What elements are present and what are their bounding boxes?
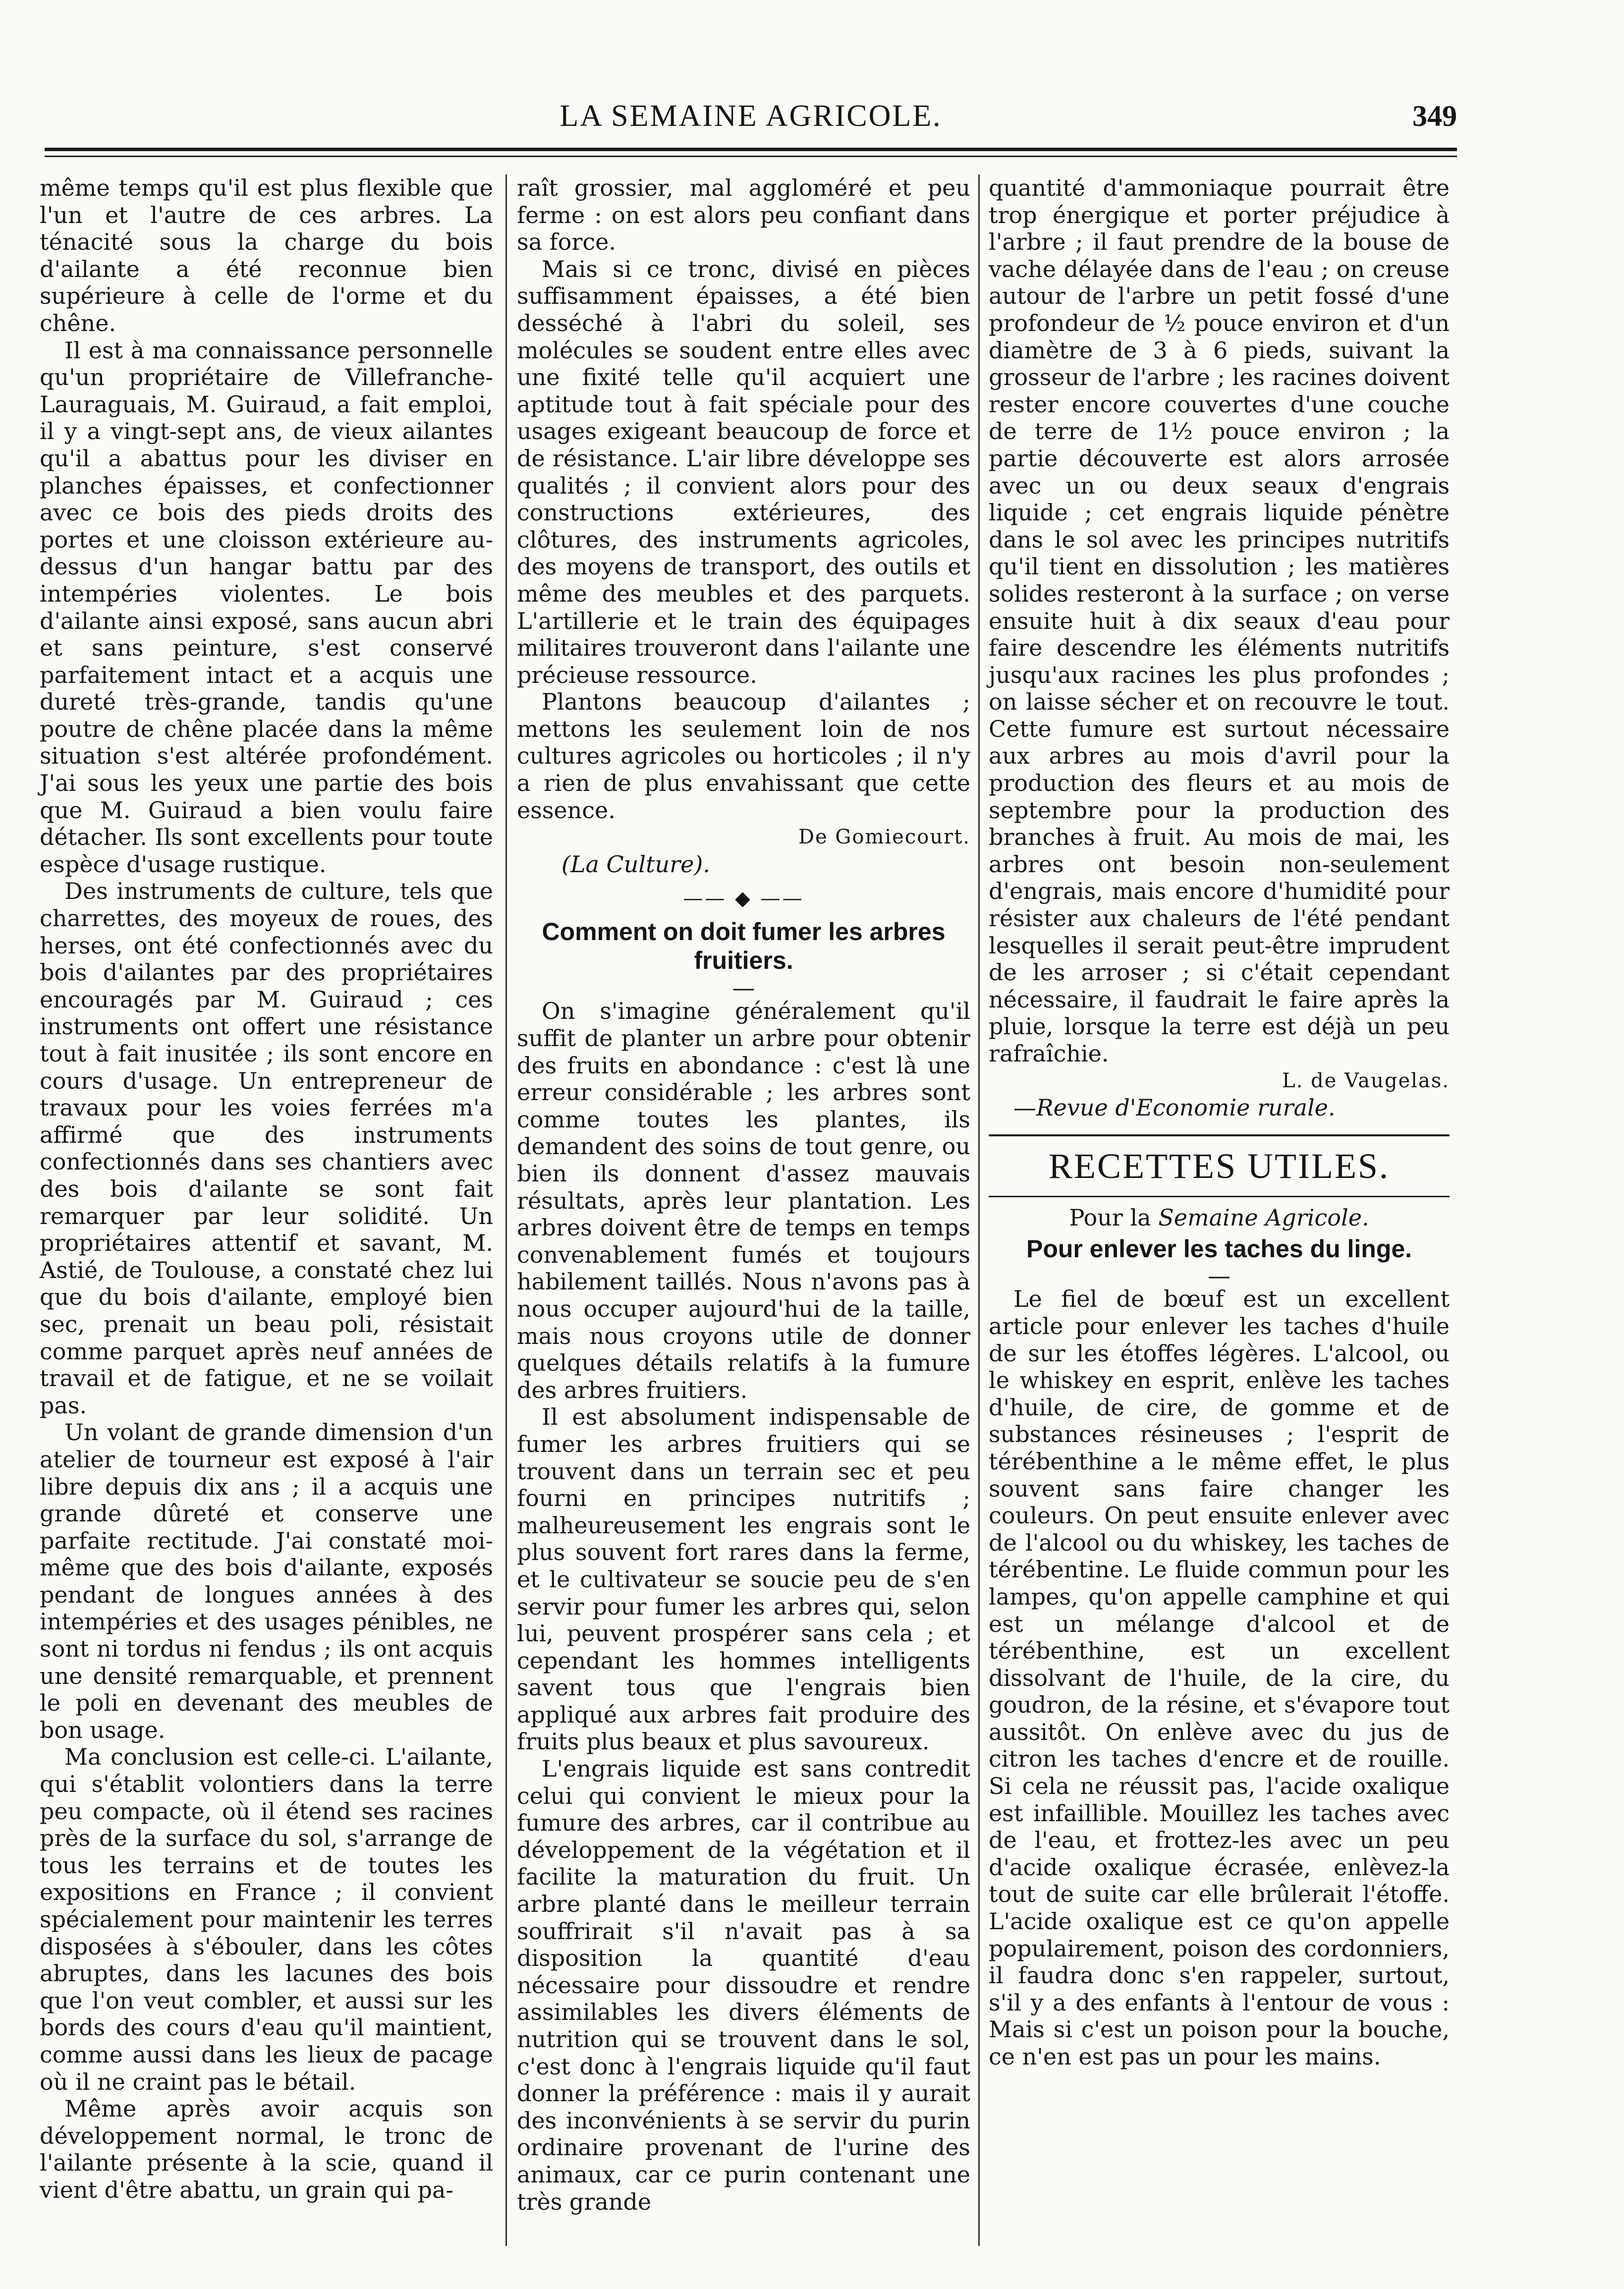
- page-header: [45, 99, 1457, 134]
- paragraph: On s'imagine généralement qu'il suffit de planter un arbre pour obtenir des fruits en abondance : c'est là une erreur considérable ; les arbres sont comme toutes les plantes, ils demandent des soins de tout genre, ou bien ils donnent d'assez mauvais résultats, après leur plantation. Les arbres doivent être de temps en temps convenablement fumés et toujours habilement taillés. Nous n'avons pas à nous occuper aujourd'hui de la taille, mais nous croyons utile de donner quelques détails relatifs à la fumure des arbres fruitiers.: [517, 998, 970, 1403]
- paragraph: Mais si ce tronc, divisé en pièces suffisamment épaisses, a été bien desséché à l'abri du soleil, ses molécules se soudent entre elles avec une fixité telle qu'il acquiert une aptitude tout à fait spéciale pour des usages exigeant beaucoup de force et de résistance. L'air libre développe ses qualités ; il convient alors pour des constructions extérieures, des clôtures, des instruments agricoles, des moyens de transport, des outils et même des meubles et des parquets. L'artillerie et le train des équipages militaires trouveront dans l'ailante une précieuse ressource.: [517, 255, 970, 688]
- section-header: [989, 1134, 1450, 1197]
- source-citation: —Revue d'Economie rurale.: [1013, 1094, 1336, 1121]
- paragraph: Il est à ma connaissance personnelle qu'un propriétaire de Villefranche-Lauraguais, M. Guiraud, a fait emploi, il y a vingt-sept ans, de vieux ailantes qu'il a abattus pour les diviser en planches épaisses, et confectionner avec ce bois des pieds droits des portes et une cloisson extérieure au-dessus d'un hangar battu par des intempéries violentes. Le bois d'ailante ainsi exposé, sans aucun abri et sans peinture, s'est conservé parfaitement intact et a acquis une dureté très-grande, tandis qu'une poutre de chêne placée dans la même situation s'est altérée profondément. J'ai sous les yeux une partie des bois que M. Guiraud a bien voulu faire détacher. Ils sont excellents pour toute espèce d'usage rustique.: [40, 336, 493, 878]
- section-title: RECETTES UTILES.: [1049, 1146, 1390, 1186]
- page-number: 349: [1412, 100, 1457, 132]
- column-2: [517, 174, 970, 2215]
- article-title: Comment on doit fumer les arbres fruitiers.: [542, 918, 946, 975]
- column-divider: [978, 174, 980, 2246]
- header-rule-thin: [45, 156, 1457, 157]
- column-divider: [505, 174, 507, 2246]
- paragraph: Ma conclusion est celle-ci. L'ailante, qui s'établit volontiers dans la terre peu compacte, où il étend ses racines près de la surface du sol, s'arrange de tous les terrains et de toutes les expositions en France ; il convient spécialement pour maintenir les terres disposées à s'ébouler, dans les côtes abruptes, dans les lacunes des bois que l'on veut combler, et aussi sur les bords des cours d'eau qu'il maintient, comme aussi dans les lieux de pacage où il ne craint pas le bétail.: [40, 1743, 493, 2095]
- running-title: LA SEMAINE AGRICOLE.: [560, 99, 942, 133]
- paragraph: Plantons beaucoup d'ailantes ; mettons les seulement loin de nos cultures agricoles ou horticoles ; il n'y a rien de plus envahissant que cette essence.: [517, 688, 970, 824]
- ornament-divider: —— ◆ ——: [683, 887, 804, 910]
- for-line: [989, 1204, 1450, 1231]
- paragraph: Il est absolument indispensable de fumer les arbres fruitiers qui se trouvent dans un terrain sec et peu fourni en principes nutritifs ; malheureusement les engrais sont le plus souvent fort rares dans la ferme, et le cultivateur se soucie peu de s'en servir pour fumer les arbres qui, selon lui, peuvent prospérer sans cela ; et cependant les hommes intelligents savent tous que l'engrais bien appliqué aux arbres fait produire des fruits plus beaux et plus savoureux.: [517, 1403, 970, 1755]
- recipe-title: Pour enlever les taches du linge.: [1026, 1235, 1412, 1263]
- source-citation: (La Culture).: [561, 850, 710, 878]
- paragraph: Un volant de grande dimension d'un atelier de tourneur est exposé à l'air libre depuis dix ans ; il a acquis une grande dûreté et conserve une parfaite rectitude. J'ai constaté moi-même que des bois d'ailante, exposés pendant de longues années à des intempéries et des usages pénibles, ne sont ni tordus ni fendus ; ils ont acquis une densité remarquable, et prennent le poli en devenant des meubles de bon usage.: [40, 1419, 493, 1743]
- column-3: [989, 174, 1450, 2070]
- author-signature: De Gomiecourt.: [798, 826, 970, 849]
- paragraph: Le fiel de bœuf est un excellent article pour enlever les taches d'huile de sur les étoffes légères. L'alcool, ou le whiskey en esprit, enlève les taches d'huile, de cire, de gomme et de substances résineuses ; l'esprit de térébenthine a le même effet, le plus souvent sans faire changer les couleurs. On peut ensuite enlever avec de l'alcool ou du whiskey, les taches de térébentine. Le fluide commun pour les lampes, qu'on appelle camphine et qui est un mélange d'alcool et de térébenthine, est un excellent dissolvant de l'huile, de la cire, du goudron, de la résine, et s'évapore tout aussitôt. On enlève avec du jus de citron les taches d'encre et de rouille. Si cela ne réussit pas, l'acide oxalique est infaillible. Mouillez les taches avec de l'eau, et frottez-les avec un peu d'acide oxalique écrasée, enlèvez-la tout de suite car elle brûlerait l'étoffe. L'acide oxalique est ce qu'on appelle populairement, poison des cordonniers, il faudra donc s'en rappeler, surtout, s'il y a des enfants à l'entour de vous : Mais si c'est un poison pour la bouche, ce n'en est pas un pour les mains.: [989, 1285, 1450, 2070]
- title-dash: —: [732, 974, 755, 1002]
- journal-name: Semaine Agricole.: [1158, 1204, 1369, 1231]
- title-dash: —: [1208, 1262, 1231, 1289]
- paragraph: L'engrais liquide est sans contredit celui qui convient le mieux pour la fumure des arbres, car il contribue au développement de la végétation et il facilite la maturation du fruit. Un arbre planté dans le meilleur terrain souffrirait s'il n'avait pas à sa disposition la quantité d'eau nécessaire pour dissoudre et rendre assimilables les divers éléments de nutrition qui se trouvent dans le sol, c'est donc à l'engrais liquide qu'il faut donner la préférence : mais il y aurait des inconvénients à se servir du purin ordinaire provenant de l'urine des animaux, car ce purin contenant une très grande: [517, 1755, 970, 2215]
- section-rule: [989, 1134, 1450, 1136]
- paragraph: Des instruments de culture, tels que charrettes, des moyeux de roues, des herses, ont été confectionnés avec du bois d'ailantes par des propriétaires encouragés par M. Guiraud ; ces instruments ont offert une résistance tout à fait inusitée ; ils sont encore en cours d'usage. Un entrepreneur de travaux pour les voies ferrées m'a affirmé que des instruments confectionnés dans ses chantiers avec des bois d'ailante se sont fait remarquer par leur solidité. Un propriétaires attentif et savant, M. Astié, de Toulouse, a constaté chez lui que du bois d'ailante, employé bien sec, prenait un beau poli, résistait comme parquet après neuf années de travail et de fatigue, et ne se voilait pas.: [40, 878, 493, 1419]
- paragraph: même temps qu'il est plus flexible que l'un et l'autre de ces arbres. La ténacité sous la charge du bois d'ailante a été reconnue bien supérieure à celle de l'orme et du chêne.: [40, 174, 493, 336]
- paragraph: quantité d'ammoniaque pourrait être trop énergique et porter préjudice à l'arbre ; il faut prendre de la bouse de vache délayée dans de l'eau ; on creuse autour de l'arbre un petit fossé d'une profondeur de ½ pouce environ et d'un diamètre de 3 à 6 pieds, suivant la grosseur de l'arbre ; les racines doivent rester encore couvertes d'une couche de terre de 1½ pouce environ ; la partie découverte est alors arrosée avec un ou deux seaux d'engrais liquide ; cet engrais liquide pénètre dans le sol avec les principes nutritifs qu'il tient en dissolution ; les matières solides resteront à la surface ; on verse ensuite huit à dix seaux d'eau pour faire descendre les éléments nutritifs jusqu'aux racines les plus profondes ; on laisse sécher et on recouvre le tout. Cette fumure est surtout nécessaire aux arbres au mois d'avril pour la production des fleurs et au mois de septembre pour la production des branches à fruit. Au mois de mai, les arbres ont besoin non-seulement d'engrais, mais encore d'humidité pour résister aux chaleurs de l'été pendant lesquelles il serait peut-être imprudent de les arroser ; si c'était cependant nécessaire, il faudrait le faire après la pluie, lorsque la terre est déjà un peu rafraîchie.: [989, 174, 1450, 1067]
- for-prefix: Pour la: [1069, 1204, 1151, 1231]
- author-signature: L. de Vaugelas.: [1282, 1069, 1450, 1092]
- section-rule: [989, 1196, 1450, 1197]
- paragraph: raît grossier, mal aggloméré et peu ferme : on est alors peu confiant dans sa force.: [517, 174, 970, 256]
- column-1: [40, 174, 493, 2204]
- header-rule: [45, 148, 1457, 151]
- paragraph: Même après avoir acquis son développement normal, le tronc de l'ailante présente à la scie, quand il vient d'être abattu, un grain qui pa-: [40, 2095, 493, 2203]
